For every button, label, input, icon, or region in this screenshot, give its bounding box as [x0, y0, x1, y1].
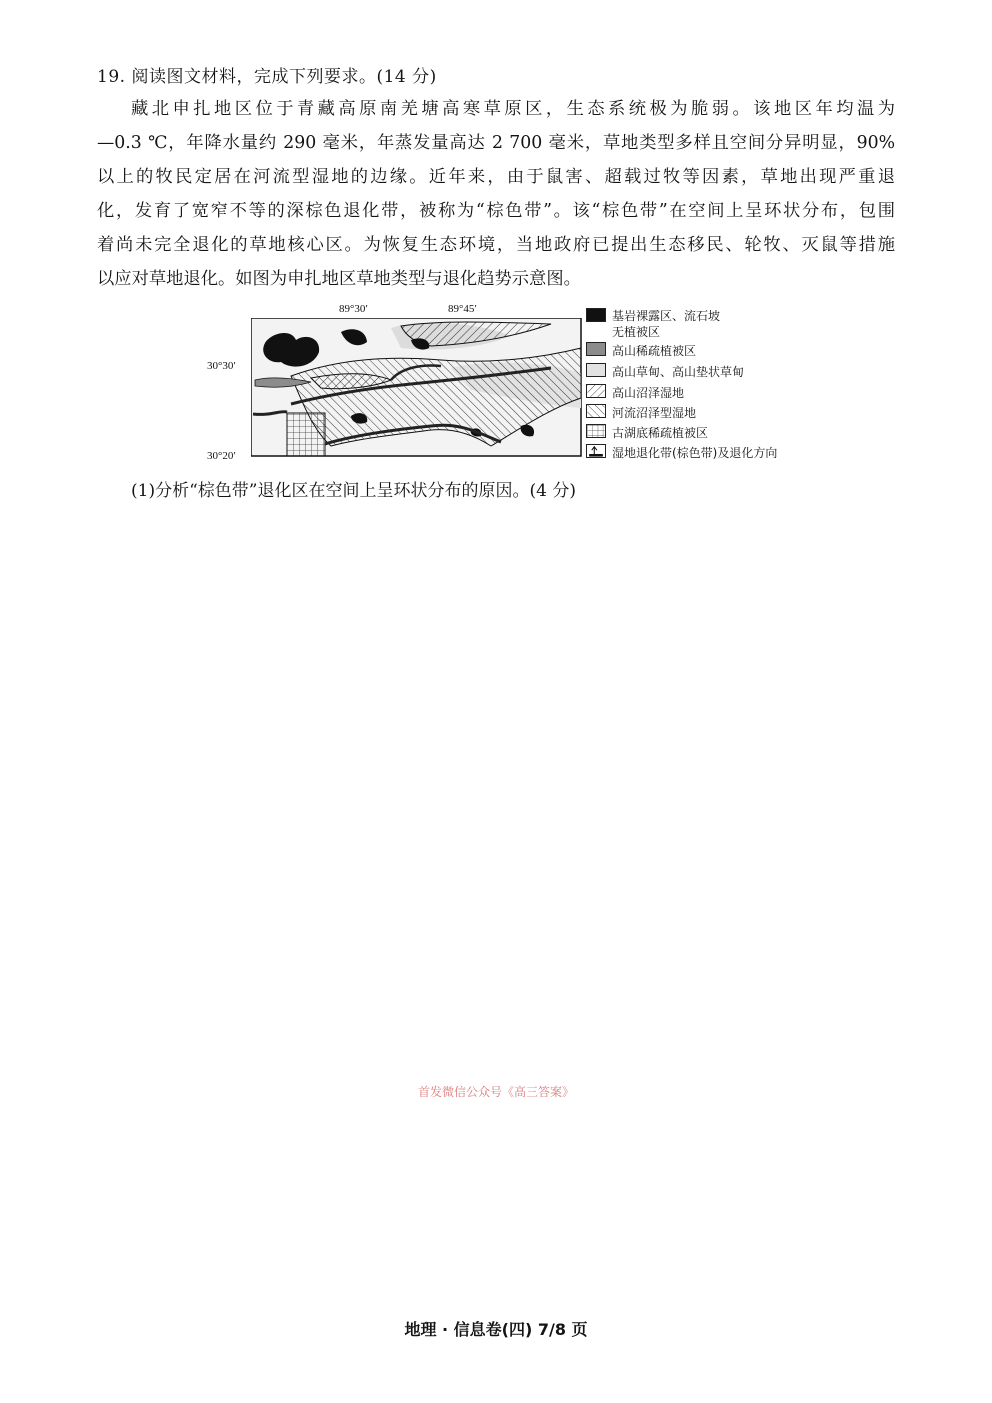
latitude-label: 30°30′	[207, 360, 236, 372]
legend-item	[586, 363, 744, 381]
legend-label: 河流沼泽型湿地	[612, 406, 697, 420]
question-title: 19. 阅读图文材料，完成下列要求。(14 分)	[97, 67, 437, 87]
paragraph-line: 着尚未完全退化的草地核心区。为恢复生态环境，当地政府已提出生态移民、轮牧、灭鼠等措施	[97, 235, 895, 255]
paragraph-line: 藏北申扎地区位于青藏高原南羌塘高寒草原区，生态系统极为脆弱。该地区年均温为	[131, 99, 895, 119]
sub-question: (1)分析“棕色带”退化区在空间上呈环状分布的原因。(4 分)	[131, 481, 576, 501]
legend-item	[586, 404, 696, 422]
hatch-forward-swatch	[586, 384, 606, 398]
paragraph-line: —0.3 ℃，年降水量约 290 毫米，年蒸发量高达 2 700 毫米，草地类型多样且空间分异明显，90%	[97, 133, 895, 153]
legend-item	[586, 444, 777, 462]
watermark: 首发微信公众号《高三答案》	[417, 1085, 574, 1099]
paragraph-line: 以上的牧民定居在河流型湿地的边缘。近年来，由于鼠害、超载过牧等因素，草地出现严重退	[97, 167, 895, 187]
longitude-label: 89°45′	[448, 303, 477, 315]
legend-label: 湿地退化带(棕色带)及退化方向	[612, 446, 778, 460]
legend-item	[586, 342, 696, 360]
latitude-label: 30°20′	[207, 450, 236, 462]
legend-item	[586, 384, 684, 402]
map-drawing	[251, 318, 583, 458]
map-figure	[205, 300, 805, 465]
grid-swatch	[586, 424, 606, 438]
legend-item	[586, 424, 708, 442]
legend-item	[586, 308, 721, 339]
longitude-label: 89°30′	[339, 303, 368, 315]
legend-label: 古湖底稀疏植被区	[612, 426, 709, 440]
degradation-arrow-icon	[586, 444, 606, 458]
solid-black-swatch	[586, 308, 606, 322]
legend-label: 高山稀疏植被区	[612, 344, 697, 358]
paragraph-line: 化，发育了宽窄不等的深棕色退化带，被称为“棕色带”。该“棕色带”在空间上呈环状分布，包围	[97, 201, 895, 221]
page-footer: 地理 · 信息卷(四) 7/8 页	[404, 1320, 588, 1339]
legend-label: 高山沼泽湿地	[612, 386, 685, 400]
legend-label: 无植被区	[612, 325, 661, 339]
solid-gray-swatch	[586, 342, 606, 356]
light-gray-swatch	[586, 363, 606, 377]
paragraph-line: 以应对草地退化。如图为申扎地区草地类型与退化趋势示意图。	[97, 269, 581, 289]
hatch-back-swatch	[586, 404, 606, 418]
legend-label: 基岩裸露区、流石坡	[612, 309, 721, 323]
legend-label: 高山草甸、高山垫状草甸	[612, 365, 745, 379]
